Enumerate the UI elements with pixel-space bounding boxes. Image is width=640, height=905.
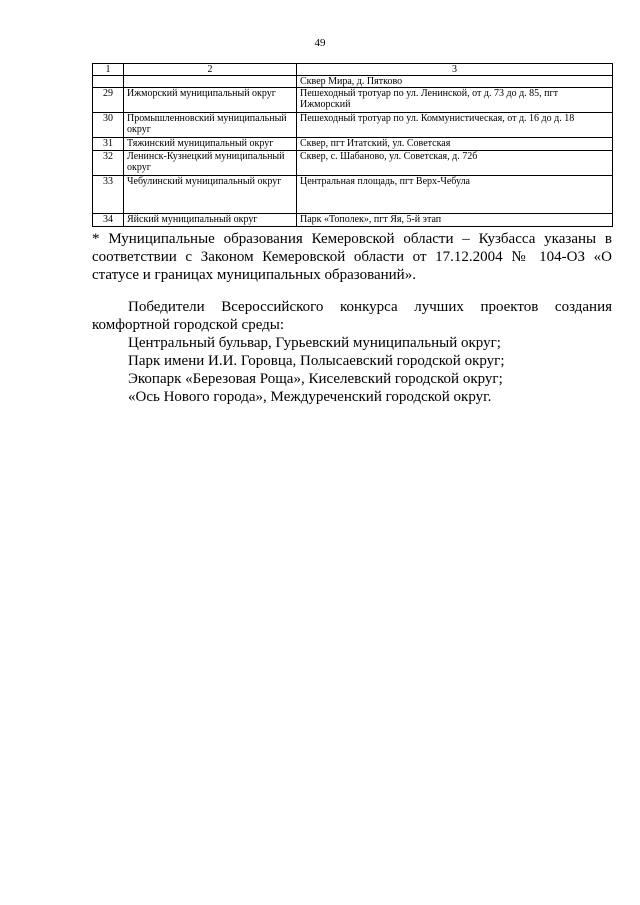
row-number: 31 [93,138,124,151]
row-number: 32 [93,151,124,176]
row-object: Пешеходный тротуар по ул. Ленинской, от д. 73 до д. 85, пгт Ижморский [297,88,613,113]
row-object: Сквер, с. Шабаново, ул. Советская, д. 72б [297,151,613,176]
table-row [93,76,613,88]
table-row [93,138,613,151]
row-object: Сквер, пгт Итатский, ул. Советская [297,138,613,151]
winners-list [128,334,612,406]
table-row [93,151,613,176]
table-row [93,214,613,227]
list-item: Экопарк «Березовая Роща», Киселевский городской округ; [128,371,503,387]
table-header-cell: 3 [297,64,613,76]
row-number: 33 [93,176,124,214]
footnote: * Муниципальные образования Кемеровской области – Кузбасса указаны в соответствии с Законом Кемеровской области от 17.12.2004 № 104-ОЗ «О статусе и границах муниципальных образований». [92,231,612,283]
row-object: Парк «Тополек», пгт Яя, 5-й этап [297,214,613,227]
row-municipality [124,76,297,88]
row-object: Сквер Мира, д. Пятково [297,76,613,88]
row-municipality: Яйский муниципальный округ [124,214,297,227]
row-municipality: Чебулинский муниципальный округ [124,176,297,214]
row-number: 30 [93,113,124,138]
table-row [93,88,613,113]
table-row [93,176,613,214]
row-municipality: Промышленновский муниципальный округ [124,113,297,138]
list-item: Парк имени И.И. Горовца, Полысаевский городской округ; [128,353,505,369]
winners-intro: Победители Всероссийского конкурса лучших проектов создания комфортной городской среды: [92,299,612,333]
row-object: Центральная площадь, пгт Верх-Чебула [297,176,613,214]
table-header-cell: 2 [124,64,297,76]
page-number: 49 [314,37,326,49]
row-number: 34 [93,214,124,227]
row-municipality: Ленинск-Кузнецкий муниципальный округ [124,151,297,176]
data-table [92,63,613,227]
list-item: «Ось Нового города», Междуреченский городской округ. [128,389,492,405]
table-header-cell: 1 [93,64,124,76]
row-municipality: Ижморский муниципальный округ [124,88,297,113]
row-number: 29 [93,88,124,113]
row-object: Пешеходный тротуар по ул. Коммунистическая, от д. 16 до д. 18 [297,113,613,138]
table-row [93,113,613,138]
list-item: Центральный бульвар, Гурьевский муниципальный округ; [128,335,501,351]
row-number [93,76,124,88]
row-municipality: Тяжинский муниципальный округ [124,138,297,151]
table-header-row [93,64,613,76]
